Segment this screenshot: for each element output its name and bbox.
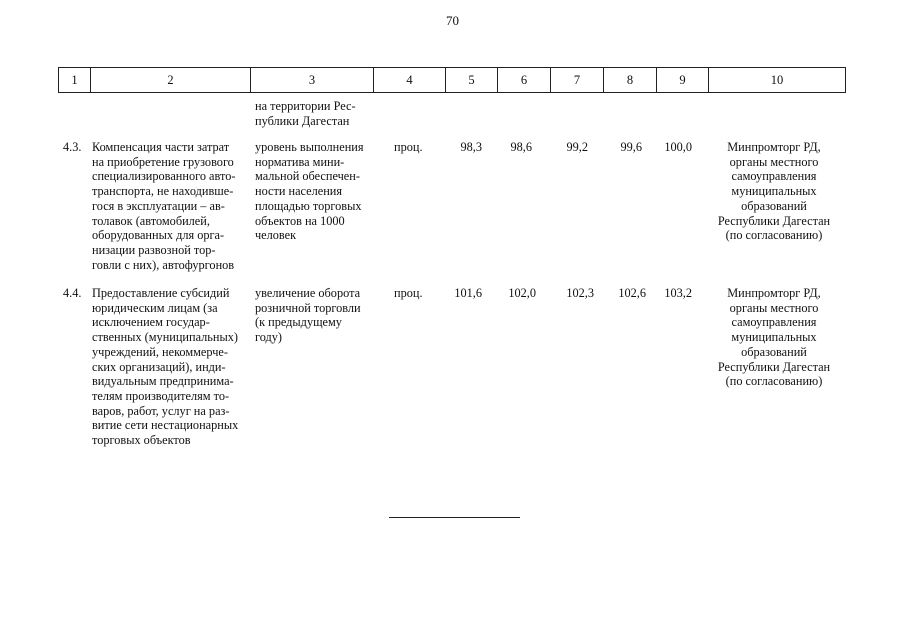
text-line: транспорта, не находивше-	[92, 184, 234, 199]
text-line: человек	[255, 228, 297, 243]
continuation-indicator	[255, 99, 373, 128]
value-col-7: 99,2	[566, 140, 588, 154]
value-col-8: 102,6	[618, 286, 646, 300]
text-line: органы местного	[729, 154, 819, 169]
text-line: на приобретение грузового	[92, 154, 234, 169]
text-line: (по согласованию)	[725, 228, 823, 243]
text-line: муниципальных	[731, 330, 817, 345]
text-line: ских организаций), инди-	[92, 359, 226, 374]
footer-rule	[389, 517, 520, 518]
text-line: (по согласованию)	[725, 374, 823, 389]
column-header-6: 6	[498, 68, 551, 93]
value-col-6: 98,6	[510, 140, 532, 154]
text-line: Минпромторг РД,	[727, 140, 821, 154]
text-line: говли с них), автофургонов	[92, 257, 235, 272]
page-number: 70	[446, 13, 459, 28]
text-line: видуальным предпринима-	[92, 374, 234, 389]
column-header-table	[58, 67, 846, 93]
text-line: площадью торговых	[255, 198, 362, 213]
text-line: органы местного	[729, 300, 819, 315]
text-line: толавок (автомобилей,	[92, 213, 210, 228]
measure-description	[92, 286, 249, 448]
unit: проц.	[394, 286, 423, 300]
column-header-9: 9	[657, 68, 709, 93]
text-line: уровень выполнения	[255, 140, 364, 154]
column-header-8: 8	[604, 68, 657, 93]
text-line: Предоставление субсидий	[92, 286, 230, 300]
row-number: 4.4.	[63, 286, 82, 300]
text-line: Республики Дагестан	[717, 213, 831, 228]
text-line: (к предыдущему	[255, 315, 342, 330]
value-col-7: 102,3	[566, 286, 594, 300]
column-header-4: 4	[374, 68, 446, 93]
text-line: исключением государ-	[92, 315, 210, 330]
text-line: ности населения	[255, 184, 343, 199]
text-line: муниципальных	[731, 184, 817, 199]
text-line: увеличение оборота	[255, 286, 361, 300]
text-line: самоуправления	[731, 315, 817, 330]
text-line: витие сети нестационарных	[92, 418, 239, 433]
value-col-5: 98,3	[460, 140, 482, 154]
text-line: оборудованных для орга-	[92, 228, 225, 243]
text-line: юридическим лицам (за	[92, 300, 218, 315]
text-line: варов, работ, услуг на раз-	[92, 403, 230, 418]
text-line: торговых объектов	[92, 433, 191, 448]
text-line: Республики Дагестан	[717, 359, 831, 374]
text-line: образований	[741, 198, 807, 213]
column-header-10: 10	[709, 68, 846, 93]
text-line: Компенсация части затрат	[92, 140, 230, 154]
text-line: гося в эксплуатации – ав-	[92, 198, 225, 213]
text-line: специализированного авто-	[92, 169, 236, 184]
column-header-7: 7	[551, 68, 604, 93]
text-line: мальной обеспечен-	[255, 169, 360, 184]
text-line: ственных (муниципальных)	[92, 330, 238, 345]
text-line: объектов на 1000	[255, 213, 345, 228]
column-header-2: 2	[91, 68, 251, 93]
text-line: норматива мини-	[255, 154, 345, 169]
indicator-description	[255, 286, 373, 345]
text-line: Минпромторг РД,	[727, 286, 821, 300]
text-line: учреждений, некоммерче-	[92, 344, 228, 359]
text-line: публики Дагестан	[255, 113, 350, 128]
text-line: розничной торговли	[255, 300, 361, 315]
text-line: низации развозной тор-	[92, 242, 216, 257]
column-header-1: 1	[59, 68, 91, 93]
value-col-9: 103,2	[664, 286, 692, 300]
text-line: телям производителям то-	[92, 388, 230, 403]
text-line: на территории Рес-	[255, 99, 356, 113]
column-header-3: 3	[251, 68, 374, 93]
column-header-5: 5	[446, 68, 498, 93]
value-col-5: 101,6	[454, 286, 482, 300]
executor	[706, 286, 842, 389]
value-col-6: 102,0	[508, 286, 536, 300]
indicator-description	[255, 140, 373, 243]
text-line: году)	[255, 330, 283, 345]
value-col-8: 99,6	[620, 140, 642, 154]
row-number: 4.3.	[63, 140, 82, 154]
executor	[706, 140, 842, 243]
text-line: самоуправления	[731, 169, 817, 184]
unit: проц.	[394, 140, 423, 154]
text-line: образований	[741, 344, 807, 359]
value-col-9: 100,0	[664, 140, 692, 154]
measure-description	[92, 140, 249, 272]
